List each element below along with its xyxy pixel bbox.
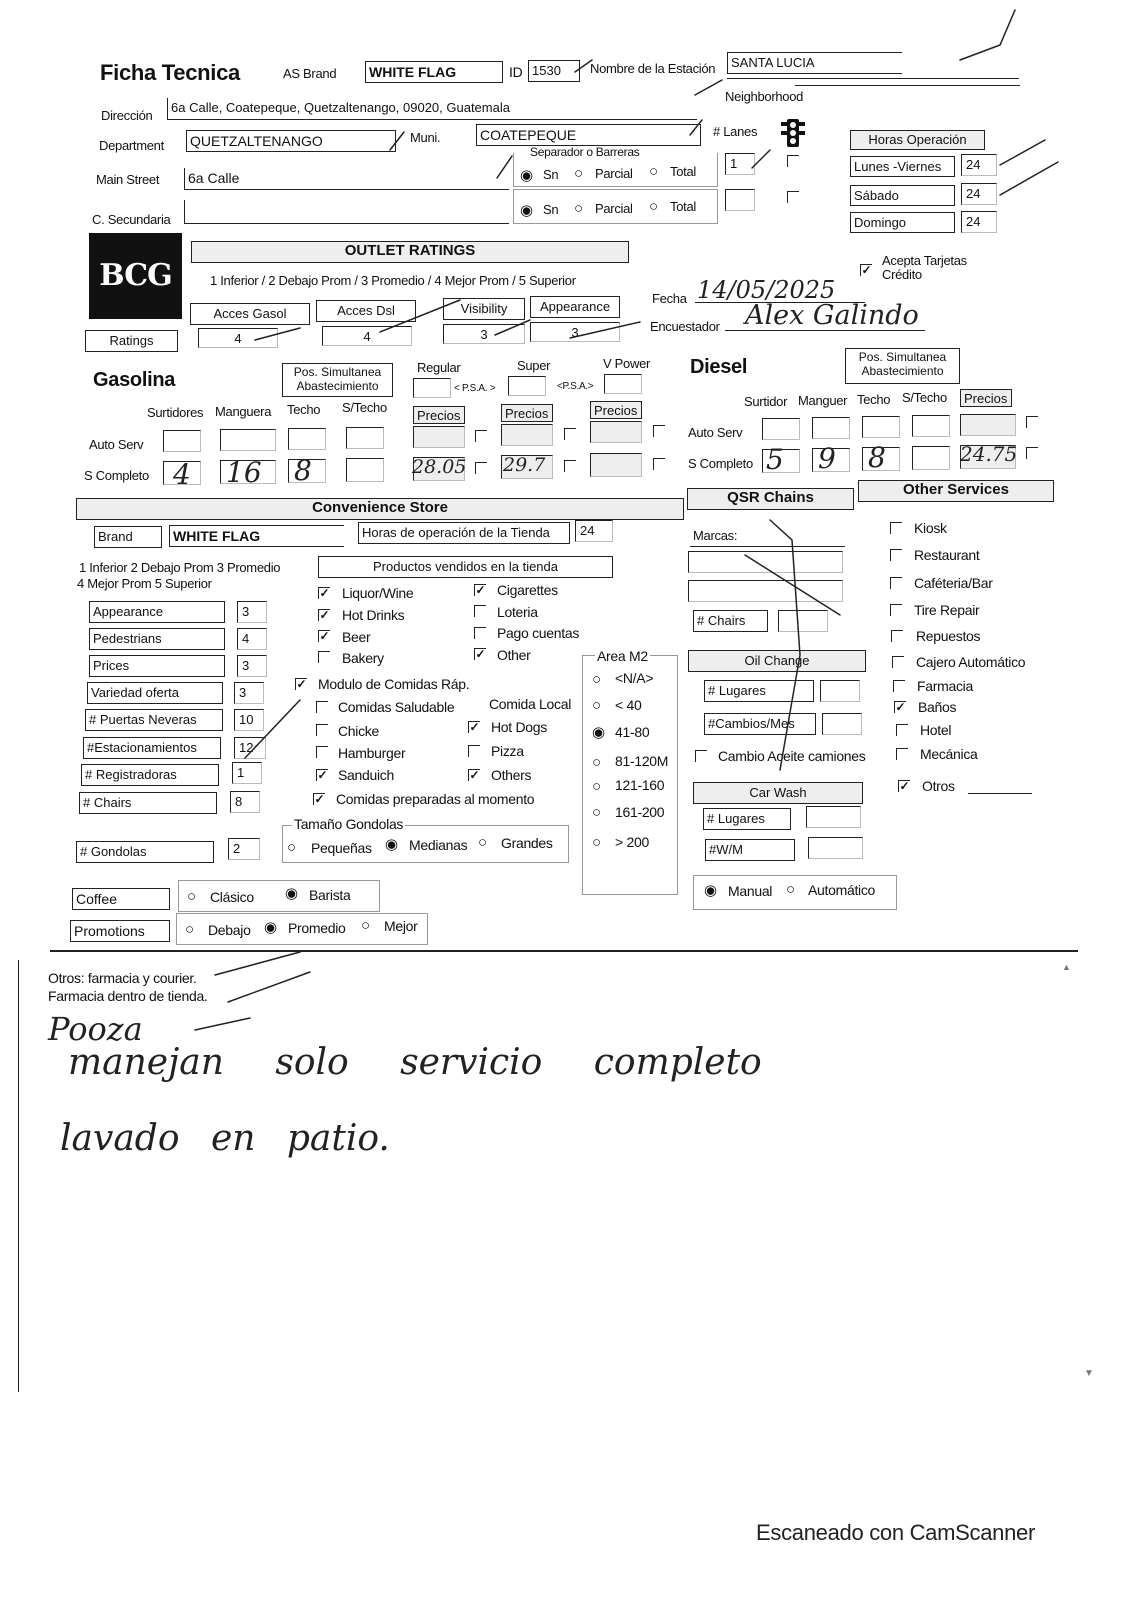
metric-pedestrians-label: Pedestrians — [89, 628, 225, 650]
metric-pedestrians-value[interactable]: 4 — [237, 628, 267, 650]
coffee-clasico-radio[interactable]: ○ — [187, 888, 197, 905]
metric-prices-label: Prices — [89, 655, 225, 677]
sep2-sn-label: Sn — [543, 202, 559, 217]
area-200-label: > 200 — [615, 834, 649, 850]
fecha-value[interactable]: 14/05/2025 — [697, 276, 836, 304]
muni-label: Muni. — [410, 130, 441, 145]
wash-automatico-radio[interactable]: ○ — [786, 881, 796, 898]
convenience-store-title: Convenience Store — [76, 498, 684, 520]
tamano-grandes-radio[interactable]: ○ — [478, 834, 488, 851]
gas-col-techo: Techo — [287, 402, 321, 417]
food-chicke-label: Chicke — [338, 723, 379, 739]
gas-sc-surtidores[interactable]: 4 — [173, 458, 191, 491]
wash-manual-radio[interactable]: ◉ — [704, 882, 718, 899]
prod-liquor-label: Liquor/Wine — [342, 585, 414, 601]
sep2-total-label: Total — [670, 199, 696, 214]
sep1-total-radio[interactable]: ○ — [649, 163, 659, 180]
main-street-label: Main Street — [96, 172, 160, 187]
other-services-title: Other Services — [858, 480, 1054, 502]
cambio-aceite-label: Cambio Aceite camiones — [718, 748, 866, 764]
prod-cigarettes-label: Cigarettes — [497, 582, 558, 598]
diesel-sc-manguer[interactable]: 9 — [818, 442, 836, 475]
svc-kiosk-label: Kiosk — [914, 520, 947, 536]
oil-cambios-label: #Cambios/Mes — [704, 713, 816, 735]
food-others-label: Others — [491, 767, 532, 783]
qsr-chains-title: QSR Chains — [687, 488, 854, 510]
station-name-field[interactable]: SANTA LUCIA — [727, 52, 902, 74]
hours-title: Horas Operación — [850, 130, 985, 150]
hours-sunday-label: Domingo — [850, 212, 955, 233]
diesel-pos-label: Pos. Simultanea Abastecimiento — [845, 348, 960, 384]
hours-sunday-value[interactable]: 24 — [961, 211, 997, 233]
main-street-field[interactable]: 6a Calle — [184, 168, 509, 190]
prod-beer-label: Beer — [342, 629, 371, 645]
sep1-sn-label: Sn — [543, 167, 559, 182]
coffee-label: Coffee — [72, 888, 170, 910]
as-brand-label: AS Brand — [283, 66, 337, 81]
notes-handwriting-2: manejan solo servicio completo — [68, 1042, 762, 1083]
sep1-parcial-label: Parcial — [595, 166, 633, 181]
scroll-up-icon[interactable]: ▲ — [1062, 962, 1071, 972]
psa-label-1: < P.S.A. > — [454, 383, 496, 394]
diesel-sc-price[interactable]: 24.75 — [960, 442, 1018, 466]
gas-col-stecho: S/Techo — [342, 400, 387, 415]
area-161-200-radio[interactable]: ○ — [592, 804, 602, 821]
tamano-medianas-label: Medianas — [409, 837, 468, 853]
prod-loteria-label: Loteria — [497, 604, 538, 620]
hours-saturday-label: Sábado — [850, 185, 955, 206]
food-hotdogs-label: Hot Dogs — [491, 719, 547, 735]
notes-handwriting-3: lavado en patio. — [60, 1118, 390, 1159]
gas-precios-1: Precios — [413, 406, 465, 424]
oil-lugares-label: # Lugares — [704, 680, 814, 702]
area-41-80-label: 41-80 — [615, 724, 650, 740]
encuestador-label: Encuestador — [650, 319, 720, 334]
promotions-label: Promotions — [70, 920, 170, 942]
wash-manual-label: Manual — [728, 883, 773, 899]
separator-label: Separador o Barreras — [530, 145, 640, 159]
qsr-chairs-label: # Chairs — [693, 610, 768, 632]
address-field[interactable]: 6a Calle, Coatepeque, Quetzaltenango, 09020, Guatemala — [167, 98, 697, 120]
camscanner-footer: Escaneado con CamScanner — [756, 1520, 1035, 1545]
station-name-label: Nombre de la Estación — [590, 61, 716, 76]
rating-appearance-label: Appearance — [530, 296, 620, 318]
prod-hotdrinks-label: Hot Drinks — [342, 607, 405, 623]
rating-appearance-value[interactable]: 3 — [530, 322, 620, 342]
rating-acces-gasol-value[interactable]: 4 — [198, 328, 278, 348]
rating-visibility-value[interactable]: 3 — [443, 324, 525, 344]
gondolas-label: # Gondolas — [76, 841, 214, 863]
gas-precios-2: Precios — [501, 404, 553, 422]
area-na-radio[interactable]: ○ — [592, 671, 602, 688]
area-200-radio[interactable]: ○ — [592, 834, 602, 851]
prod-other-label: Other — [497, 647, 531, 663]
comidas-prep-label: Comidas preparadas al momento — [336, 791, 535, 807]
food-hotdogs-checkbox[interactable]: ✓ — [469, 720, 480, 734]
id-label: ID — [509, 64, 523, 80]
neighborhood-label: Neighborhood — [725, 89, 804, 104]
accept-cards-checkbox[interactable]: ✓ — [861, 263, 872, 277]
sep1-sn-radio[interactable]: ◉ — [520, 167, 534, 184]
svc-otros-label: Otros — [922, 778, 955, 794]
department-field[interactable]: QUETZALTENANGO — [186, 130, 396, 152]
ratings-label: Ratings — [85, 330, 178, 352]
gas-col-manguera: Manguera — [215, 404, 272, 419]
diesel-title: Diesel — [690, 356, 748, 378]
gondolas-value[interactable]: 2 — [228, 838, 260, 860]
svc-tire-label: Tire Repair — [914, 602, 980, 618]
prod-bakery-label: Bakery — [342, 650, 384, 666]
metric-registradoras-label: # Registradoras — [81, 764, 219, 786]
comida-local-label: Comida Local — [489, 696, 571, 712]
diesel-s-completo-label: S Completo — [688, 456, 753, 471]
hours-weekday-value[interactable]: 24 — [961, 154, 997, 176]
address-label: Dirección — [101, 108, 153, 123]
diesel-col-techo: Techo — [857, 392, 891, 407]
promo-promedio-radio[interactable]: ◉ — [264, 919, 278, 936]
area-161-200-label: 161-200 — [615, 804, 665, 820]
gas-sc-techo[interactable]: 8 — [294, 454, 312, 487]
hours-weekday-label: Lunes -Viernes — [850, 156, 955, 177]
department-label: Department — [99, 138, 164, 153]
svc-banos-checkbox[interactable]: ✓ — [895, 700, 906, 714]
area-40-label: < 40 — [615, 697, 642, 713]
area-label: Area M2 — [597, 648, 648, 664]
coffee-clasico-label: Clásico — [210, 889, 254, 905]
rating-acces-gasol-label: Acces Gasol — [190, 303, 310, 325]
oil-change-title: Oil Change — [688, 650, 866, 672]
diesel-col-stecho: S/Techo — [902, 390, 947, 405]
metric-appearance-label: Appearance — [89, 601, 225, 623]
fecha-label: Fecha — [652, 291, 687, 306]
form-title: Ficha Tecnica — [100, 60, 240, 85]
wash-automatico-label: Automático — [808, 882, 876, 898]
metric-prices-value[interactable]: 3 — [237, 655, 267, 677]
accept-cards-label: Acepta Tarjetas Crédito — [882, 253, 967, 282]
tamano-pequenas-label: Pequeñas — [311, 840, 372, 856]
prod-beer-checkbox[interactable]: ✓ — [319, 629, 330, 643]
gasolina-title: Gasolina — [93, 369, 176, 391]
tamano-medianas-radio[interactable]: ◉ — [385, 836, 399, 853]
vpower-label: V Power — [603, 356, 651, 371]
food-saludable-label: Comidas Saludable — [338, 699, 455, 715]
food-sanduich-checkbox[interactable]: ✓ — [317, 768, 328, 782]
comidas-prep-checkbox[interactable]: ✓ — [314, 792, 325, 806]
metric-chairs-label: # Chairs — [79, 792, 217, 814]
area-121-160-radio[interactable]: ○ — [592, 778, 602, 795]
promo-promedio-label: Promedio — [288, 920, 346, 936]
lanes-label: # Lanes — [713, 124, 758, 139]
diesel-col-manguer: Manguer — [798, 393, 848, 408]
metric-variedad-label: Variedad oferta — [87, 682, 223, 704]
gas-auto-serv-label: Auto Serv — [89, 437, 144, 452]
area-81-120-radio[interactable]: ○ — [592, 754, 602, 771]
sep2-parcial-label: Parcial — [595, 201, 633, 216]
tamano-pequenas-radio[interactable]: ○ — [287, 839, 297, 856]
notes-handwriting-1: Pooza — [48, 1010, 143, 1048]
store-brand-label: Brand — [94, 526, 162, 548]
tamano-label: Tamaño Gondolas — [294, 816, 404, 832]
svc-cafeteria-label: Caféteria/Bar — [914, 575, 993, 591]
cw-lugares-label: # Lugares — [703, 808, 791, 830]
super-label: Super — [517, 358, 551, 373]
svc-mecanica-label: Mecánica — [920, 746, 978, 762]
modulo-checkbox[interactable]: ✓ — [296, 677, 307, 691]
diesel-auto-serv-label: Auto Serv — [688, 425, 743, 440]
svc-repuestos-label: Repuestos — [916, 628, 981, 644]
svc-restaurant-label: Restaurant — [914, 547, 980, 563]
psa-label-2: <P.S.A.> — [557, 381, 594, 392]
ratings-scale: 1 Inferior / 2 Debajo Prom / 3 Promedio / 4 Mejor Prom / 5 Superior — [210, 273, 576, 288]
muni-field[interactable]: COATEPEQUE — [476, 124, 701, 146]
notes-line-1: Otros: farmacia y courier. — [48, 970, 197, 986]
scroll-down-icon[interactable]: ▼ — [1084, 1368, 1094, 1379]
sep1-total-label: Total — [670, 164, 696, 179]
promo-mejor-label: Mejor — [384, 918, 418, 934]
rating-visibility-label: Visibility — [443, 298, 525, 320]
metric-estacionamientos-label: #Estacionamientos — [83, 737, 221, 759]
sep1-parcial-radio[interactable]: ○ — [574, 165, 584, 182]
store-scale-2: 4 Mejor Prom 5 Superior — [77, 576, 212, 591]
rating-acces-dsl-label: Acces Dsl — [316, 300, 416, 322]
gas-sc-manguera[interactable]: 16 — [226, 456, 262, 489]
metric-registradoras-value[interactable]: 1 — [232, 762, 262, 784]
prod-pago-label: Pago cuentas — [497, 625, 580, 641]
regular-label: Regular — [417, 360, 461, 375]
lanes-field[interactable]: 1 — [725, 153, 755, 175]
gas-sc-price-2[interactable]: 29.7 — [503, 454, 546, 476]
brand-field[interactable]: WHITE FLAG — [365, 61, 503, 83]
gas-precios-3: Precios — [590, 401, 642, 419]
sep2-parcial-radio[interactable]: ○ — [574, 200, 584, 217]
prod-liquor-checkbox[interactable]: ✓ — [319, 586, 330, 600]
diesel-col-surtidor: Surtidor — [744, 394, 788, 409]
bcg-logo: BCG — [89, 233, 182, 319]
secondary-street-label: C. Secundaria — [92, 212, 171, 227]
coffee-barista-label: Barista — [309, 887, 351, 903]
promo-debajo-radio[interactable]: ○ — [185, 921, 195, 938]
notes-line-2: Farmacia dentro de tienda. — [48, 988, 208, 1004]
promo-mejor-radio[interactable]: ○ — [361, 917, 371, 934]
tamano-grandes-label: Grandes — [501, 835, 553, 851]
svc-hotel-label: Hotel — [920, 722, 952, 738]
hours-saturday-value[interactable]: 24 — [961, 183, 997, 205]
store-hours-label: Horas de operación de la Tienda — [358, 522, 570, 544]
store-scale-1: 1 Inferior 2 Debajo Prom 3 Promedio — [79, 560, 281, 575]
cw-wm-label: #W/M — [705, 839, 795, 861]
products-title: Productos vendidos en la tienda — [318, 556, 613, 578]
encuestador-value[interactable]: Alex Galindo — [745, 300, 919, 331]
sep2-sn-radio[interactable]: ◉ — [520, 202, 534, 219]
marcas-label: Marcas: — [693, 528, 738, 543]
metric-puertas-label: # Puertas Neveras — [85, 709, 223, 731]
prod-other-checkbox[interactable]: ✓ — [475, 647, 486, 661]
car-wash-title: Car Wash — [693, 782, 863, 804]
area-40-radio[interactable]: ○ — [592, 697, 602, 714]
diesel-precios: Precios — [960, 389, 1012, 407]
area-na-label: <N/A> — [615, 670, 654, 686]
modulo-label: Modulo de Comidas Ráp. — [318, 676, 470, 692]
promo-debajo-label: Debajo — [208, 922, 251, 938]
metric-puertas-value[interactable]: 10 — [234, 709, 264, 731]
gas-s-completo-label: S Completo — [84, 468, 149, 483]
svc-cajero-label: Cajero Automático — [916, 654, 1026, 670]
rating-acces-dsl-value[interactable]: 4 — [322, 326, 412, 346]
metric-appearance-value[interactable]: 3 — [237, 601, 267, 623]
prod-cigarettes-checkbox[interactable]: ✓ — [475, 583, 486, 597]
food-others-checkbox[interactable]: ✓ — [469, 768, 480, 782]
store-hours-field[interactable]: 24 — [575, 520, 613, 542]
food-hamburger-label: Hamburger — [338, 745, 406, 761]
food-pizza-label: Pizza — [491, 743, 524, 759]
prod-hotdrinks-checkbox[interactable]: ✓ — [319, 608, 330, 622]
area-81-120-label: 81-120M — [615, 753, 669, 769]
store-brand-field[interactable]: WHITE FLAG — [169, 525, 344, 547]
metric-variedad-value[interactable]: 3 — [234, 682, 264, 704]
coffee-barista-radio[interactable]: ◉ — [285, 885, 299, 902]
area-121-160-label: 121-160 — [615, 777, 665, 793]
diesel-sc-techo[interactable]: 8 — [868, 441, 886, 474]
gas-pos-label: Pos. Simultanea Abastecimiento — [282, 363, 393, 397]
gas-col-surtidores: Surtidores — [147, 405, 204, 420]
svc-farmacia-label: Farmacia — [917, 678, 973, 694]
metric-estacionamientos-value[interactable]: 12 — [234, 737, 266, 759]
gas-sc-price-1[interactable]: 28.05 — [412, 456, 467, 478]
id-field[interactable]: 1530 — [528, 60, 580, 82]
svc-otros-checkbox[interactable]: ✓ — [899, 779, 910, 793]
sep2-total-radio[interactable]: ○ — [649, 198, 659, 215]
metric-chairs-value[interactable]: 8 — [230, 791, 260, 813]
svc-banos-label: Baños — [918, 699, 957, 715]
diesel-sc-surtidor[interactable]: 5 — [766, 443, 784, 476]
area-41-80-radio[interactable]: ◉ — [592, 724, 606, 741]
outlet-ratings-title: OUTLET RATINGS — [191, 241, 629, 263]
food-sanduich-label: Sanduich — [338, 767, 394, 783]
